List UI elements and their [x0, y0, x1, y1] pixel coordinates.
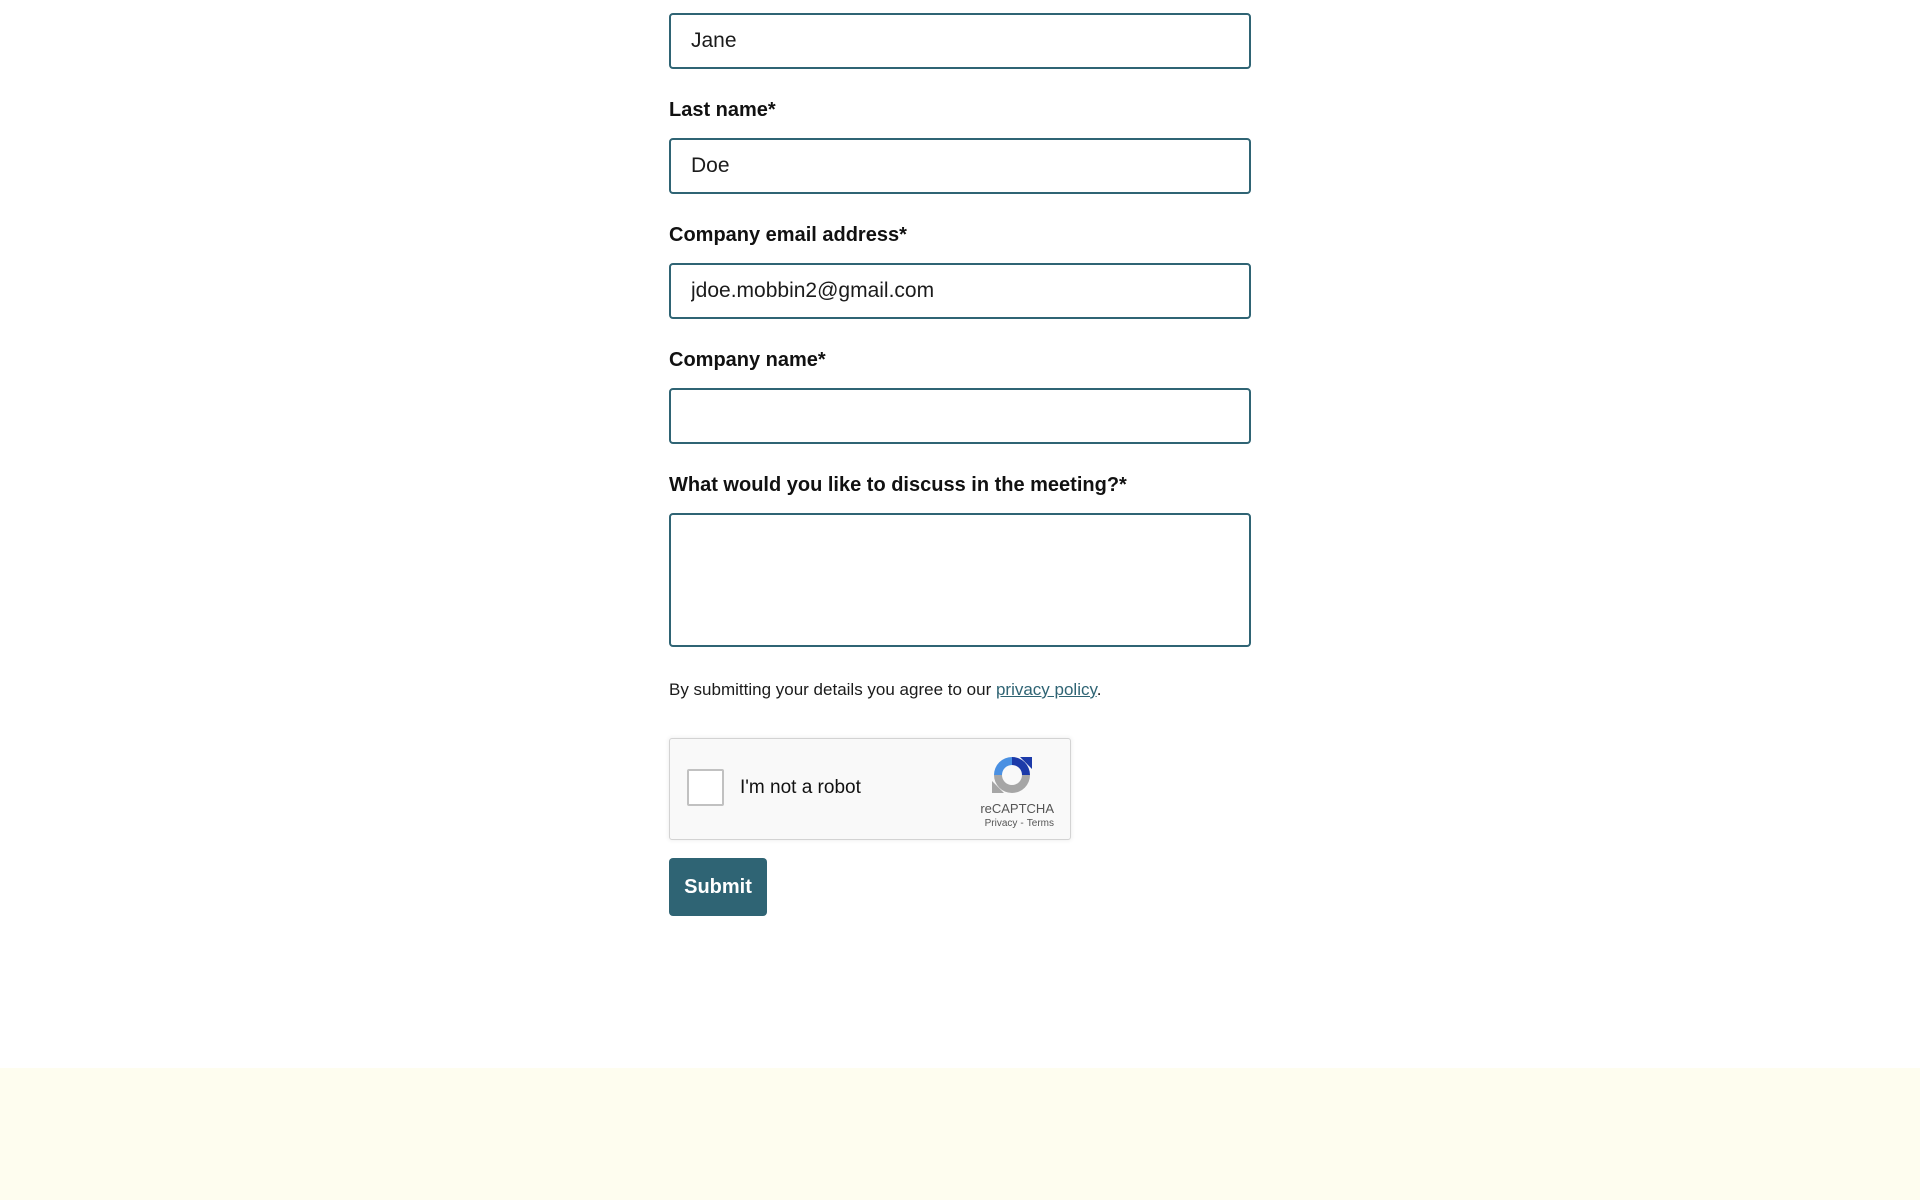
company-email-label: Company email address*	[669, 224, 907, 246]
recaptcha-checkbox[interactable]	[687, 769, 724, 806]
consent-suffix: .	[1096, 680, 1102, 699]
company-name-label: Company name*	[669, 349, 826, 371]
recaptcha-links	[985, 818, 1054, 829]
recaptcha-logo-icon	[990, 753, 1034, 797]
company-email-input[interactable]	[669, 263, 1251, 319]
privacy-policy-link[interactable]: privacy policy	[995, 680, 1097, 699]
last-name-input[interactable]	[669, 138, 1251, 194]
discussion-textarea[interactable]	[669, 513, 1251, 647]
recaptcha-terms-link[interactable]: Terms	[1026, 818, 1054, 829]
discussion-label: What would you like to discuss in the meeting?*	[669, 474, 1127, 496]
recaptcha-link-separator: -	[1020, 818, 1024, 829]
recaptcha-privacy-link[interactable]: Privacy	[984, 818, 1018, 829]
consent-prefix: By submitting your details you agree to our	[669, 680, 996, 699]
footer-band	[0, 1068, 1920, 1200]
recaptcha-brand: reCAPTCHA	[980, 801, 1054, 816]
recaptcha-widget	[669, 738, 1071, 840]
recaptcha-label: I'm not a robot	[740, 777, 861, 798]
company-name-input[interactable]	[669, 388, 1251, 444]
consent-text	[669, 680, 1101, 700]
submit-button[interactable]: Submit	[669, 858, 767, 916]
first-name-input[interactable]	[669, 13, 1251, 69]
last-name-label: Last name*	[669, 99, 776, 121]
